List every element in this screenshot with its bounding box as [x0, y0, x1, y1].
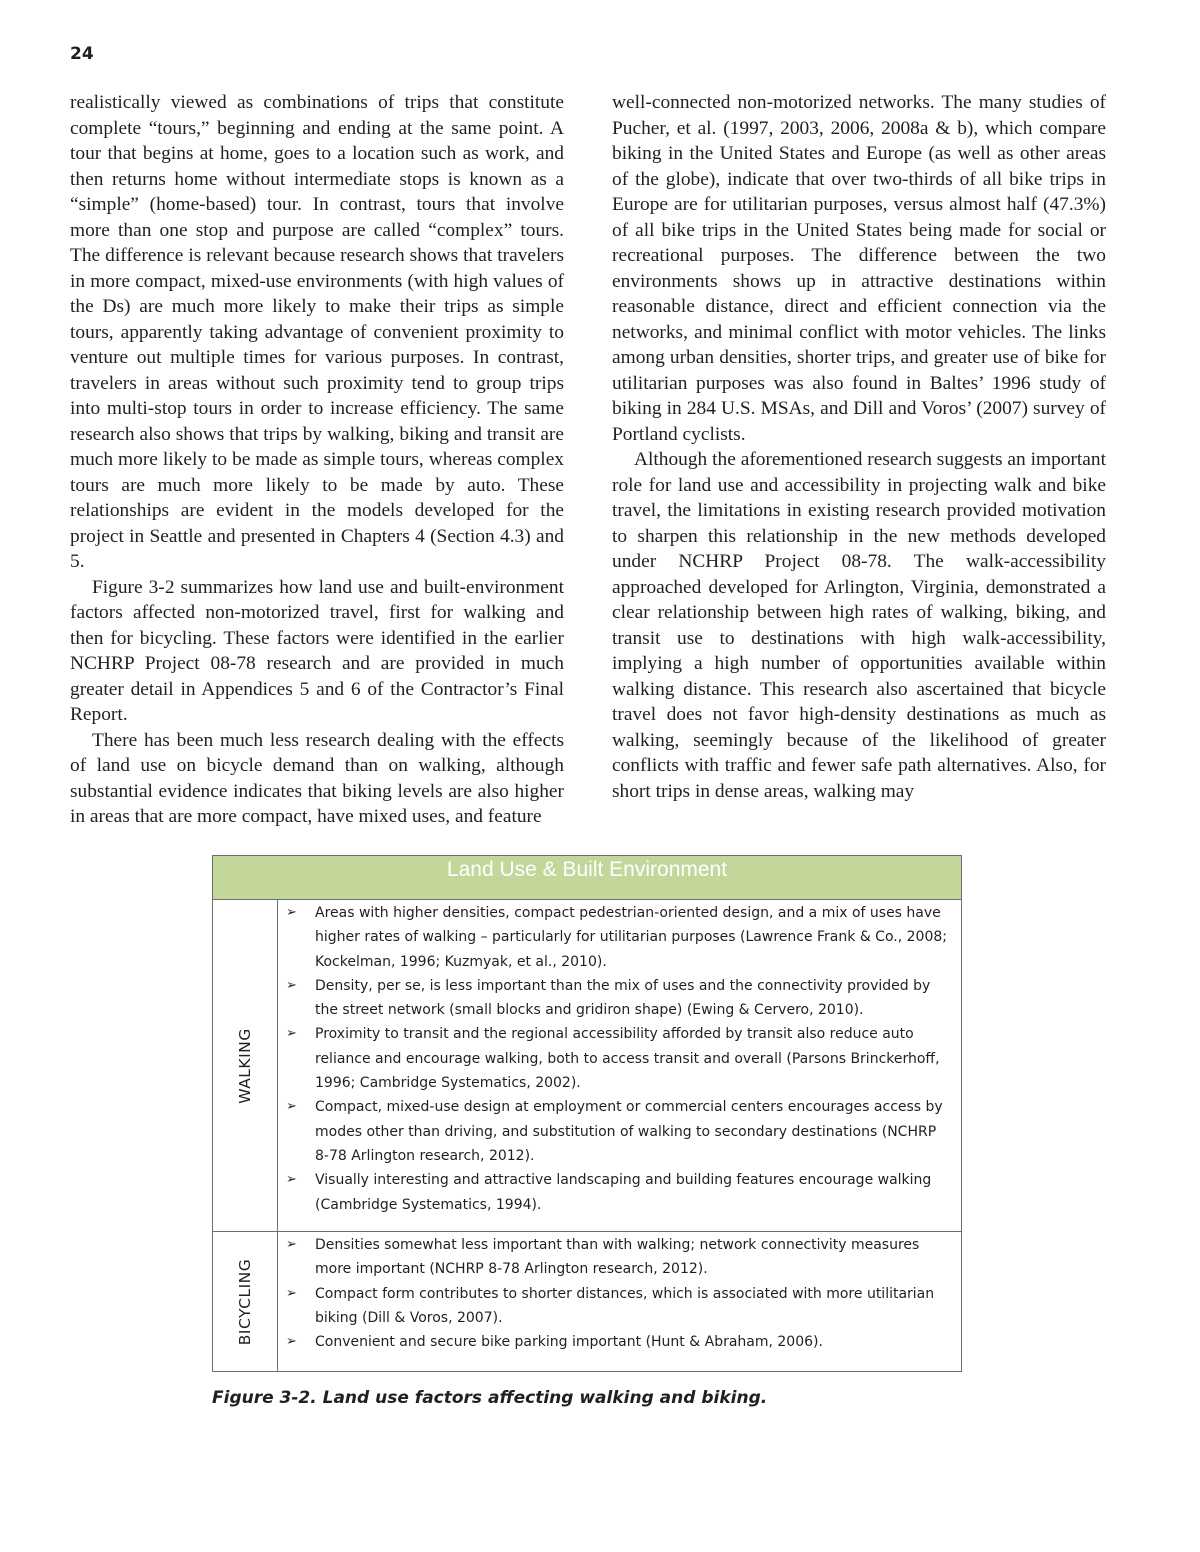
left-paragraph-1: realistically viewed as combinations of trips that constitute complete “tours,” beginning and ending at the same point. A tour that begins at home, goes to a location such as work, and then returns home without intermediate stops is known as a “simple” (home-based) tour. In contrast, tours that involve more than one stop and purpose are called “complex” tours. The difference is relevant because research shows that travelers in more compact, mixed-use environments (with high values of the Ds) are much more likely to make their trips as simple tours, apparently taking advantage of convenient proximity to venture out multiple times for various purposes. In contrast, travelers in areas without such proximity tend to group trips into multi-stop tours in order to increase efficiency. The same research also shows that trips by walking, biking and transit are much more likely to be made as simple tours, whereas complex tours are much more likely to be made by auto. These relationships are evident in the models developed for the project in Seattle and presented in Chapters 4 (Section 4.3) and 5.	[70, 92, 564, 572]
walking-item-text: Proximity to transit and the regional accessibility afforded by transit also reduce auto reliance and encourage walking, both to access transit and overall (Parsons Brinckerhoff, 1996; Cambridge Systematics, 2002).	[315, 1026, 940, 1092]
list-item	[286, 1330, 951, 1354]
list-item	[286, 1022, 951, 1095]
bicycling-items	[278, 1232, 961, 1371]
figure-caption: Figure 3-2. Land use factors affecting walking and biking.	[212, 1388, 768, 1408]
arrow-bullet-icon: ➢	[286, 1026, 297, 1042]
arrow-bullet-icon: ➢	[286, 1334, 297, 1350]
list-item	[286, 901, 951, 974]
list-item	[286, 1233, 951, 1282]
bicycling-label-cell	[213, 1232, 278, 1371]
figure-table	[212, 855, 962, 1372]
walking-item-text: Density, per se, is less important than the mix of uses and the connectivity provided by the street network (small blocks and gridiron shape) (Ewing & Cervero, 2010).	[315, 977, 931, 1019]
arrow-bullet-icon: ➢	[286, 977, 297, 993]
arrow-bullet-icon: ➢	[286, 1237, 297, 1252]
bicycling-item-text: Densities somewhat less important than with walking; network connectivity measures more important (NCHRP 8-78 Arlington research, 2012).	[315, 1237, 920, 1278]
walking-label-cell	[213, 900, 278, 1231]
page-number: 24	[70, 44, 94, 64]
left-paragraph-2: Figure 3-2 summarizes how land use and built-environment factors affected non-motorized travel, first for walking and then for bicycling. These factors were identified in the earlier NCHRP Project 08-78 research and are provided in much greater detail in Appendices 5 and 6 of the Contractor’s Final Report.	[70, 576, 564, 725]
bicycling-item-text: Convenient and secure bike parking important (Hunt & Abraham, 2006).	[315, 1334, 823, 1351]
arrow-bullet-icon: ➢	[286, 1285, 297, 1301]
list-item	[286, 974, 951, 1023]
list-item	[286, 1095, 951, 1168]
right-paragraph-2: Although the aforementioned research suggests an important role for land use and accessibility in projecting walk and bike travel, the limitations in existing research provided motivation to sharpen this relationship in the new methods developed under NCHRP Project 08-78. The walk-accessibility approached developed for Arlington, Virginia, demonstrated a clear relationship between high rates of walking, biking, and transit use to destinations with high walk-accessibility, implying a high number of opportunities available within walking distance. This research also ascertained that bicycle travel does not favor high-density destinations as much as walking, seemingly because of the likelihood of greater conflicts with traffic and fewer safe path alternatives. Also, for short trips in dense areas, walking may	[612, 449, 1106, 802]
walking-label: WALKING	[236, 1027, 254, 1104]
arrow-bullet-icon: ➢	[286, 1172, 297, 1188]
bicycling-item-text: Compact form contributes to shorter distances, which is associated with more utilitarian biking (Dill & Voros, 2007).	[315, 1285, 935, 1326]
right-paragraph-1: well-connected non-motorized networks. The many studies of Pucher, et al. (1997, 2003, 2006, 2008a & b), which compare biking in the United States and Europe (as well as other areas of the globe), indicate that over two-thirds of all bike trips in Europe are for utilitarian purposes, versus almost half (47.3%) of all bike trips in the United States being made for social or recreational purposes. The difference between the two environments shows up in attractive destinations within reasonable distance, direct and efficient connection via the networks, and minimal conflict with motor vehicles. The links among urban densities, shorter trips, and greater use of bike for utilitarian purposes was also found in Baltes’ 1996 study of biking in 284 U.S. MSAs, and Dill and Voros’ (2007) survey of Portland cyclists.	[612, 92, 1106, 445]
walking-item-text: Areas with higher densities, compact pedestrian-oriented design, and a mix of uses have higher rates of walking – particularly for utilitarian purposes (Lawrence Frank & Co., 2008; Kockelman, 1996; Kuzmyak, et al., 2010).	[315, 905, 947, 970]
left-column	[70, 90, 564, 830]
arrow-bullet-icon: ➢	[286, 1099, 297, 1115]
bicycling-row	[213, 1232, 961, 1371]
figure-header: Land Use & Built Environment	[213, 856, 961, 900]
bicycling-label: BICYCLING	[236, 1258, 254, 1345]
list-item	[286, 1282, 951, 1331]
walking-row	[213, 900, 961, 1232]
walking-item-text: Compact, mixed-use design at employment or commercial centers encourages access by modes other than driving, and substitution of walking to secondary destinations (NCHRP 8-78 Arlington research, 2012).	[315, 1099, 943, 1164]
walking-item-text: Visually interesting and attractive landscaping and building features encourage walking (Cambridge Systematics, 1994).	[315, 1172, 932, 1213]
walking-items	[278, 900, 961, 1231]
arrow-bullet-icon: ➢	[286, 905, 297, 920]
right-column	[612, 90, 1106, 804]
list-item	[286, 1168, 951, 1217]
left-paragraph-3: There has been much less research dealing with the effects of land use on bicycle demand than on walking, although substantial evidence indicates that biking levels are also higher in areas that are more compact, have mixed uses, and feature	[70, 729, 564, 827]
